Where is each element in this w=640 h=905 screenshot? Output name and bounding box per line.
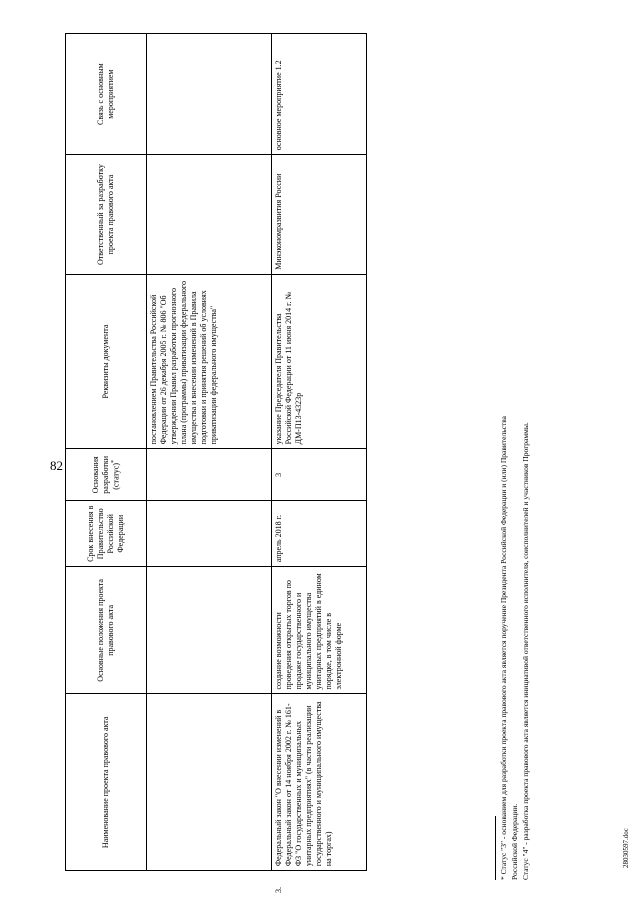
cell-requisites: постановлением Правительства Российской Федерации от 26 декабря 2005 г. № 806 "Об утверждении Правил разработки прогнозного плана (программы) приватизации федерального имущества и внесении изменений в Правила подготовки и принятия решений об условиях приватизации федерального имущества" <box>147 274 272 449</box>
cell-basis: 3 <box>272 449 367 501</box>
footnotes <box>495 380 532 880</box>
cell-name: Федеральный закон "О внесении изменений в Федеральный закон от 14 ноября 2002 г. № 161-ФЗ "О государственных и муниципальных унитарных предприятиях" (в части реализации государственного и муниципального имущества на торгах) <box>272 694 367 871</box>
cell-basis <box>147 449 272 501</box>
header-number <box>66 871 147 893</box>
cell-number: 3. <box>272 871 367 893</box>
header-basis <box>66 449 147 501</box>
legal-acts-table <box>65 33 375 893</box>
cell-name <box>147 694 272 871</box>
table-header-row <box>66 34 147 894</box>
header-deadline: Срок внесения в Правительство Российской Федерации <box>66 501 147 567</box>
cell-requisites: указание Председателя Правительства Российской Федерации от 11 июня 2014 г. № ДМ-П13-4323р <box>272 274 367 449</box>
cell-responsible: Минэкономразвития России <box>272 155 367 274</box>
table-row <box>272 34 367 894</box>
cell-link: основное мероприятие 1.2 <box>272 34 367 155</box>
header-name: Наименование проекта правового акта <box>66 694 147 871</box>
header-provisions: Основные положения проекта правового акта <box>66 567 147 694</box>
header-link: Связь с основным мероприятием <box>66 34 147 155</box>
cell-provisions: создание возможности проведения открытых торгов по продаже государственного и муниципального имущества унитарных предприятий в едином порядке, в том числе в электронной форме <box>272 567 367 694</box>
cell-deadline <box>147 501 272 567</box>
footnote-divider <box>495 816 496 880</box>
header-requisites: Реквизиты документа <box>66 274 147 449</box>
footnote-status-4: Статус "4" - разработка проекта правового акта является инициативой ответственного исполнителя, соисполнителей и участников Программы. <box>520 422 530 880</box>
cell-number <box>147 871 272 893</box>
cell-responsible <box>147 155 272 274</box>
header-basis-footnote-mark: * <box>110 459 117 463</box>
cell-deadline: апрель 2018 г. <box>272 501 367 567</box>
document-id: 28030597.doc <box>622 828 630 868</box>
table-row-continued <box>147 34 272 894</box>
header-responsible: Ответственный за разработку проекта правового акта <box>66 155 147 274</box>
cell-link <box>147 34 272 155</box>
footnote-status-3: * Статус "3" - основанием для разработки проекта правового акта является поручение Президента Российской Федерации и (или) Правительства Российской Федерации. <box>499 415 519 880</box>
cell-provisions <box>147 567 272 694</box>
header-basis-text: Основания разработки (статус) <box>90 455 121 494</box>
page-number: 82 <box>50 458 63 473</box>
